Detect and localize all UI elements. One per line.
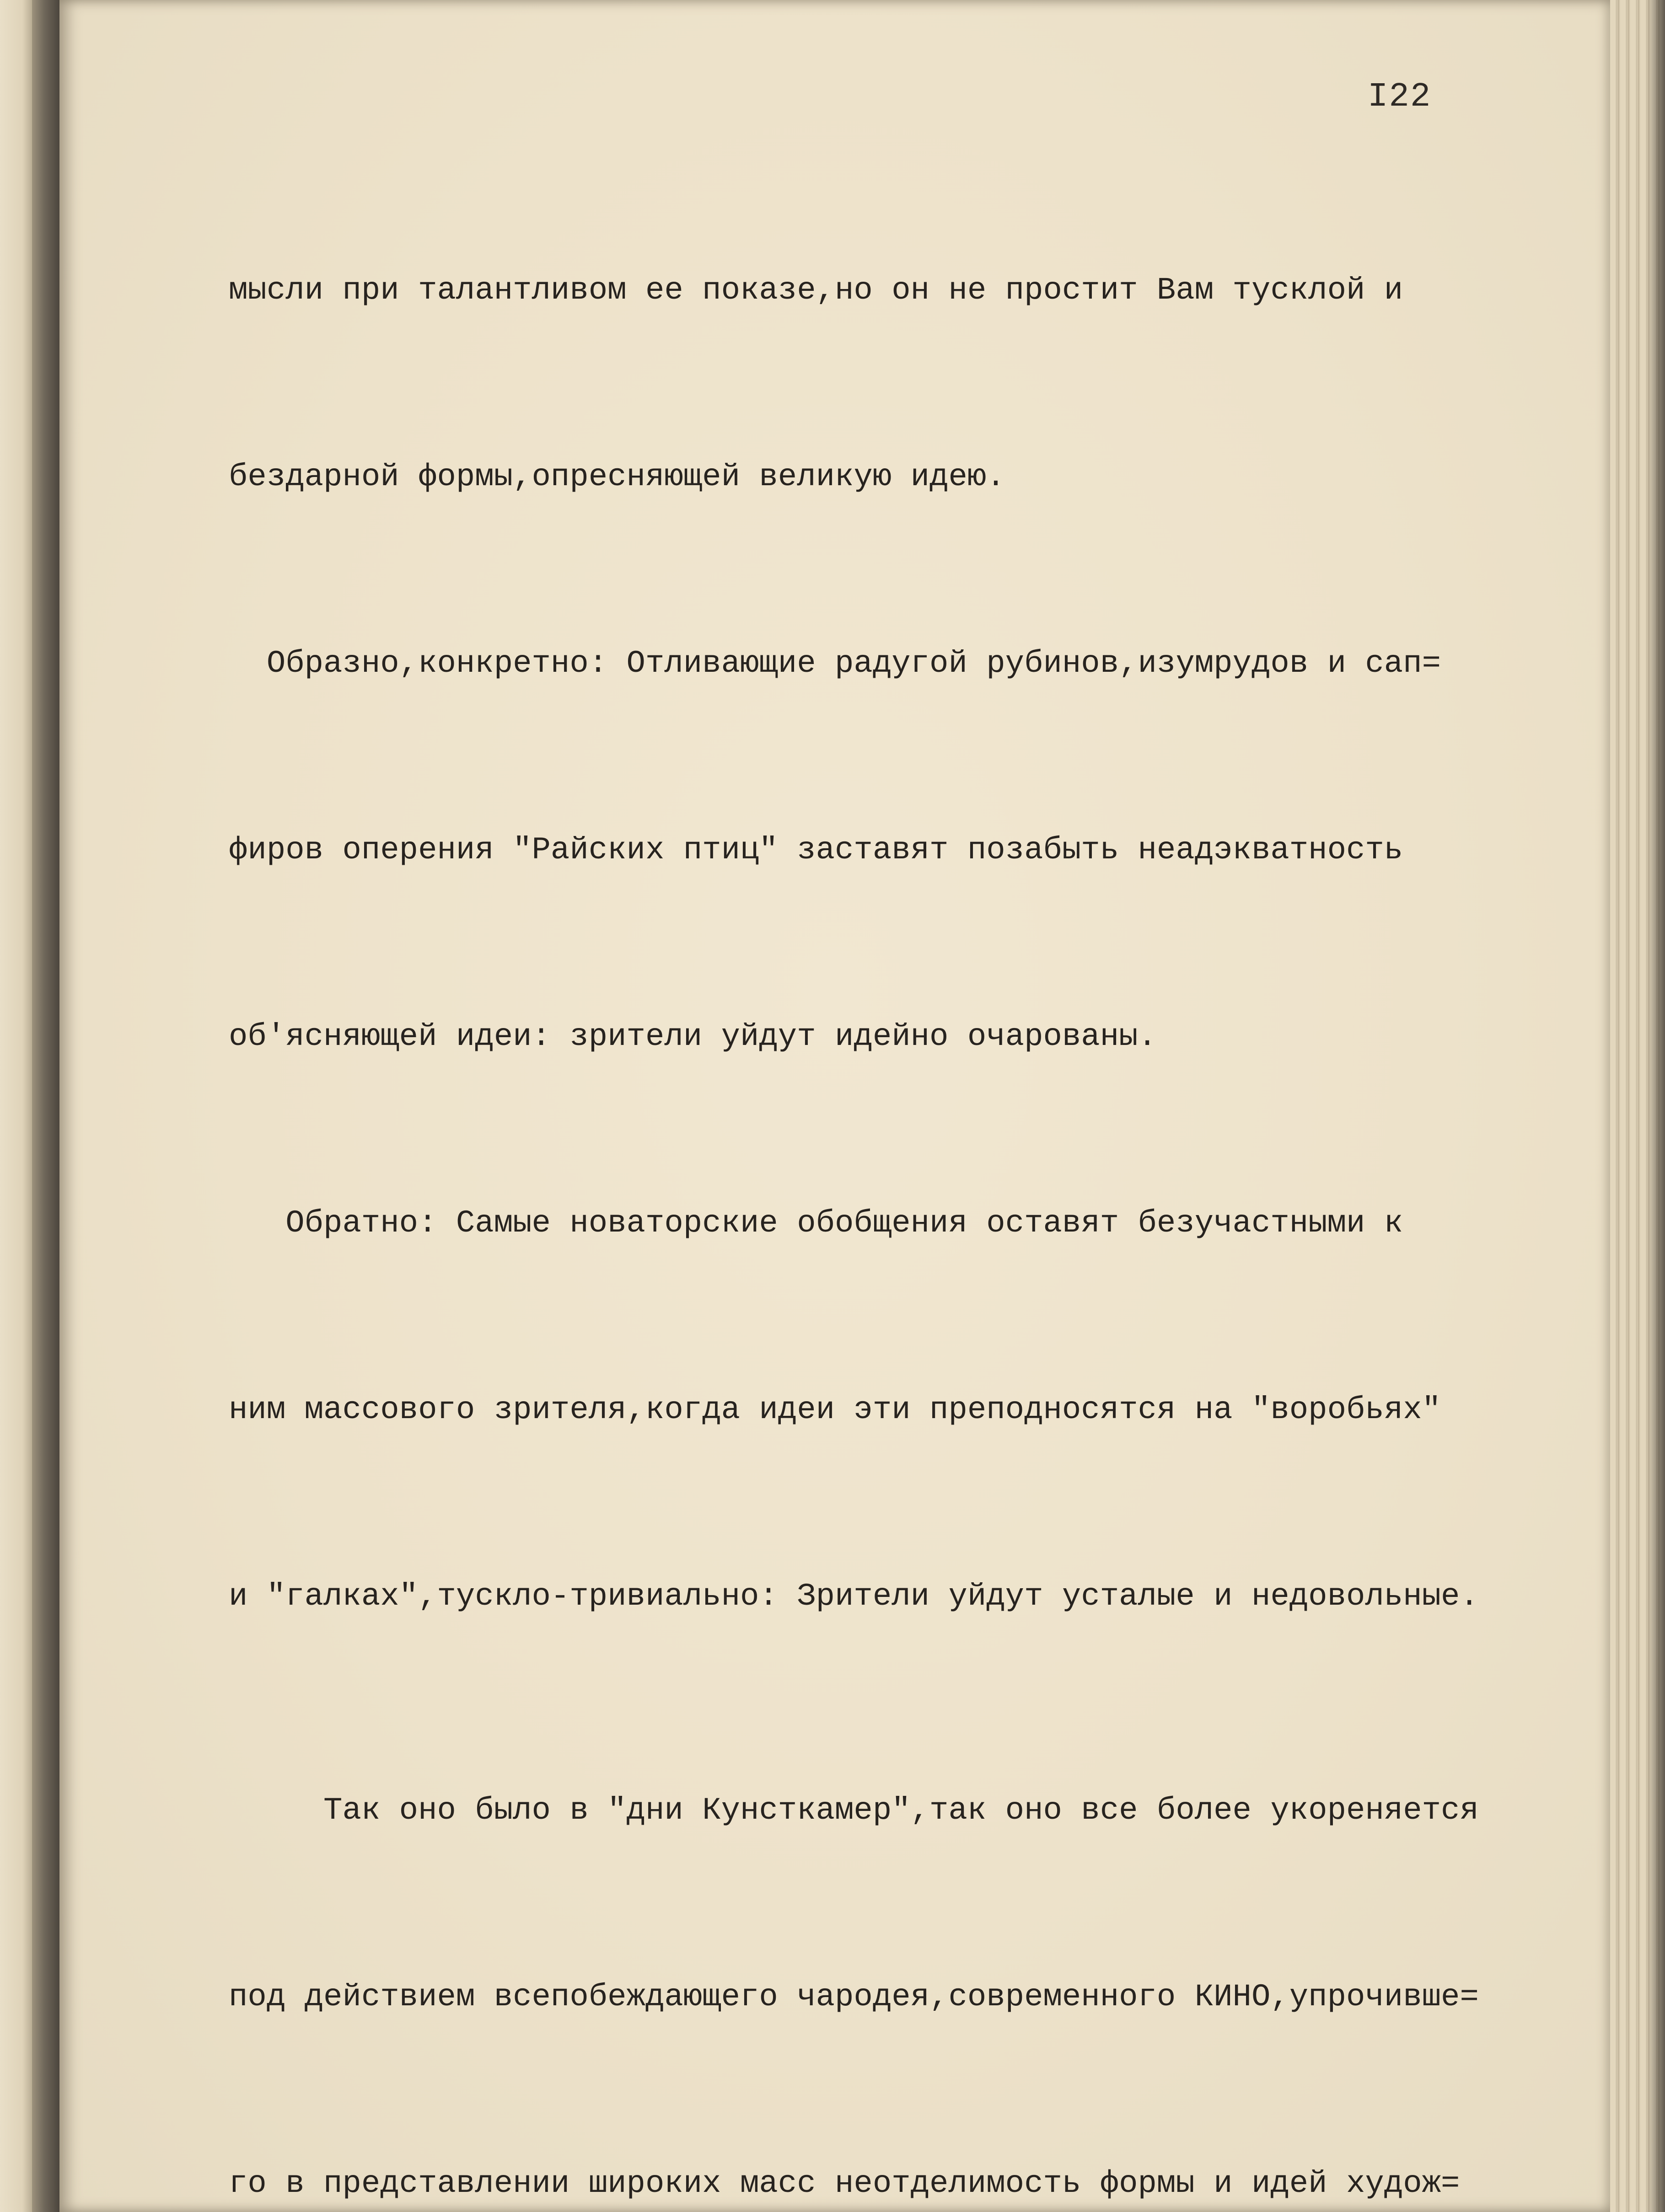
page-stack-shadow [1647, 0, 1665, 2212]
text-line: го в представлении широких масс неотделимость формы и идей худож= [229, 2166, 1460, 2201]
text-line: бездарной формы,опресняющей великую идею. [229, 459, 1005, 495]
text-line: мысли при талантливом ее показе,но он не простит Вам тусклой и [229, 273, 1403, 308]
typewritten-text [229, 135, 1583, 2212]
text-line: об'ясняющей идеи: зрители уйдут идейно очарованы. [229, 1019, 1157, 1055]
text-line: Обратно: Самые новаторские обобщения оставят безучастными к [229, 1205, 1403, 1241]
text-line: Так оно было в "дни Кунсткамер",так оно все более укореняется [229, 1793, 1479, 1828]
text-line: и "галках",тускло-тривиально: Зрители уйдут усталые и недовольные. [229, 1579, 1479, 1614]
text-line: ним массового зрителя,когда идеи эти преподносятся на "воробьях" [229, 1392, 1441, 1428]
page-number: I22 [1368, 78, 1432, 116]
text-line: Образно,конкретно: Отливающие радугой рубинов,изумрудов и сап= [229, 646, 1441, 681]
text-line: под действием всепобеждающего чародея,современного КИНО,упрочивше= [229, 1979, 1479, 2015]
text-line: фиров оперения "Райских птиц" заставят позабыть неадэкватность [229, 832, 1403, 868]
book-gutter [32, 0, 59, 2212]
previous-page-edge [0, 0, 32, 2212]
